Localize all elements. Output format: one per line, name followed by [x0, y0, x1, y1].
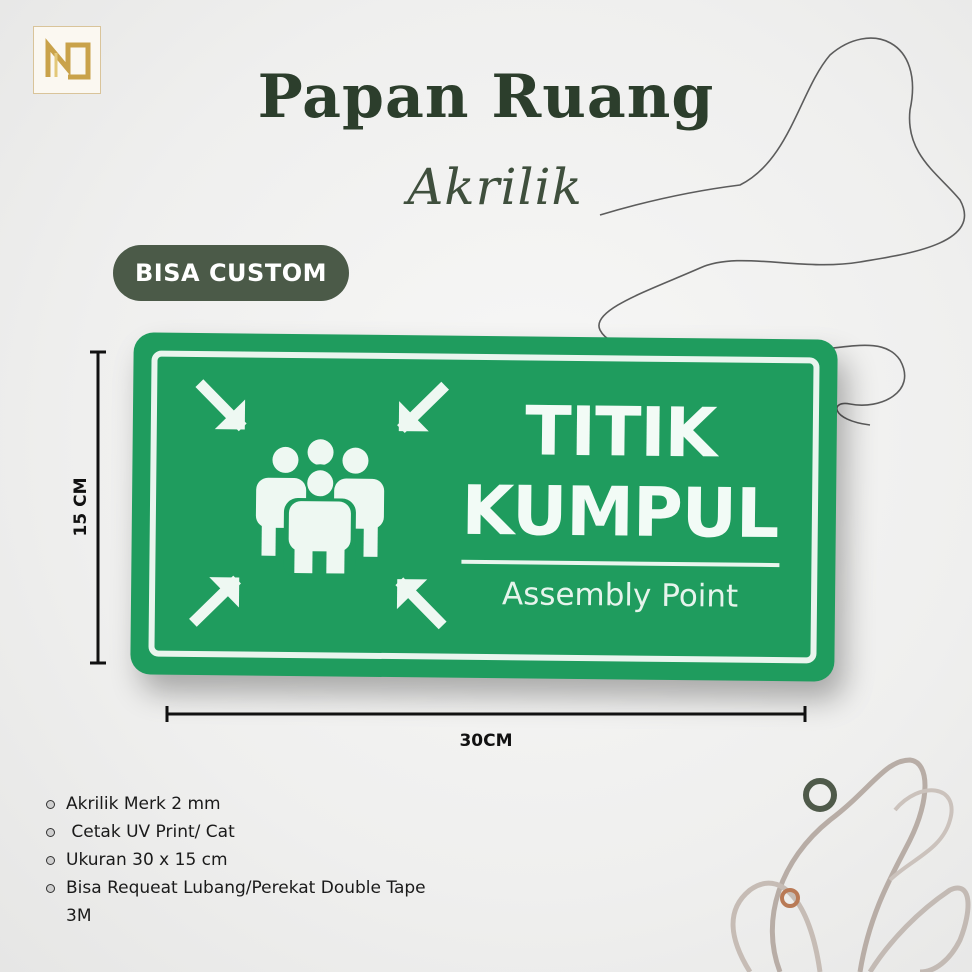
- feature-item: Bisa Requeat Lubang/Perekat Double Tape 3M: [44, 874, 444, 930]
- dimension-width-label: 30CM: [459, 731, 513, 751]
- custom-badge: BISA CUSTOM: [113, 245, 349, 301]
- feature-item: Akrilik Merk 2 mm: [44, 790, 464, 818]
- dimension-height-label: 15 CM: [71, 477, 91, 537]
- feature-item: Cetak UV Print/ Cat: [44, 818, 464, 846]
- sign-title-line2: KUMPUL: [461, 471, 779, 555]
- sign-title-line1: TITIK: [524, 392, 717, 474]
- page-title: Papan Ruang: [257, 62, 715, 132]
- feature-list: [44, 790, 464, 930]
- page-subtitle: Akrilik: [407, 158, 583, 216]
- sign-subtitle: Assembly Point: [501, 576, 739, 615]
- feature-item: Ukuran 30 x 15 cm: [44, 846, 464, 874]
